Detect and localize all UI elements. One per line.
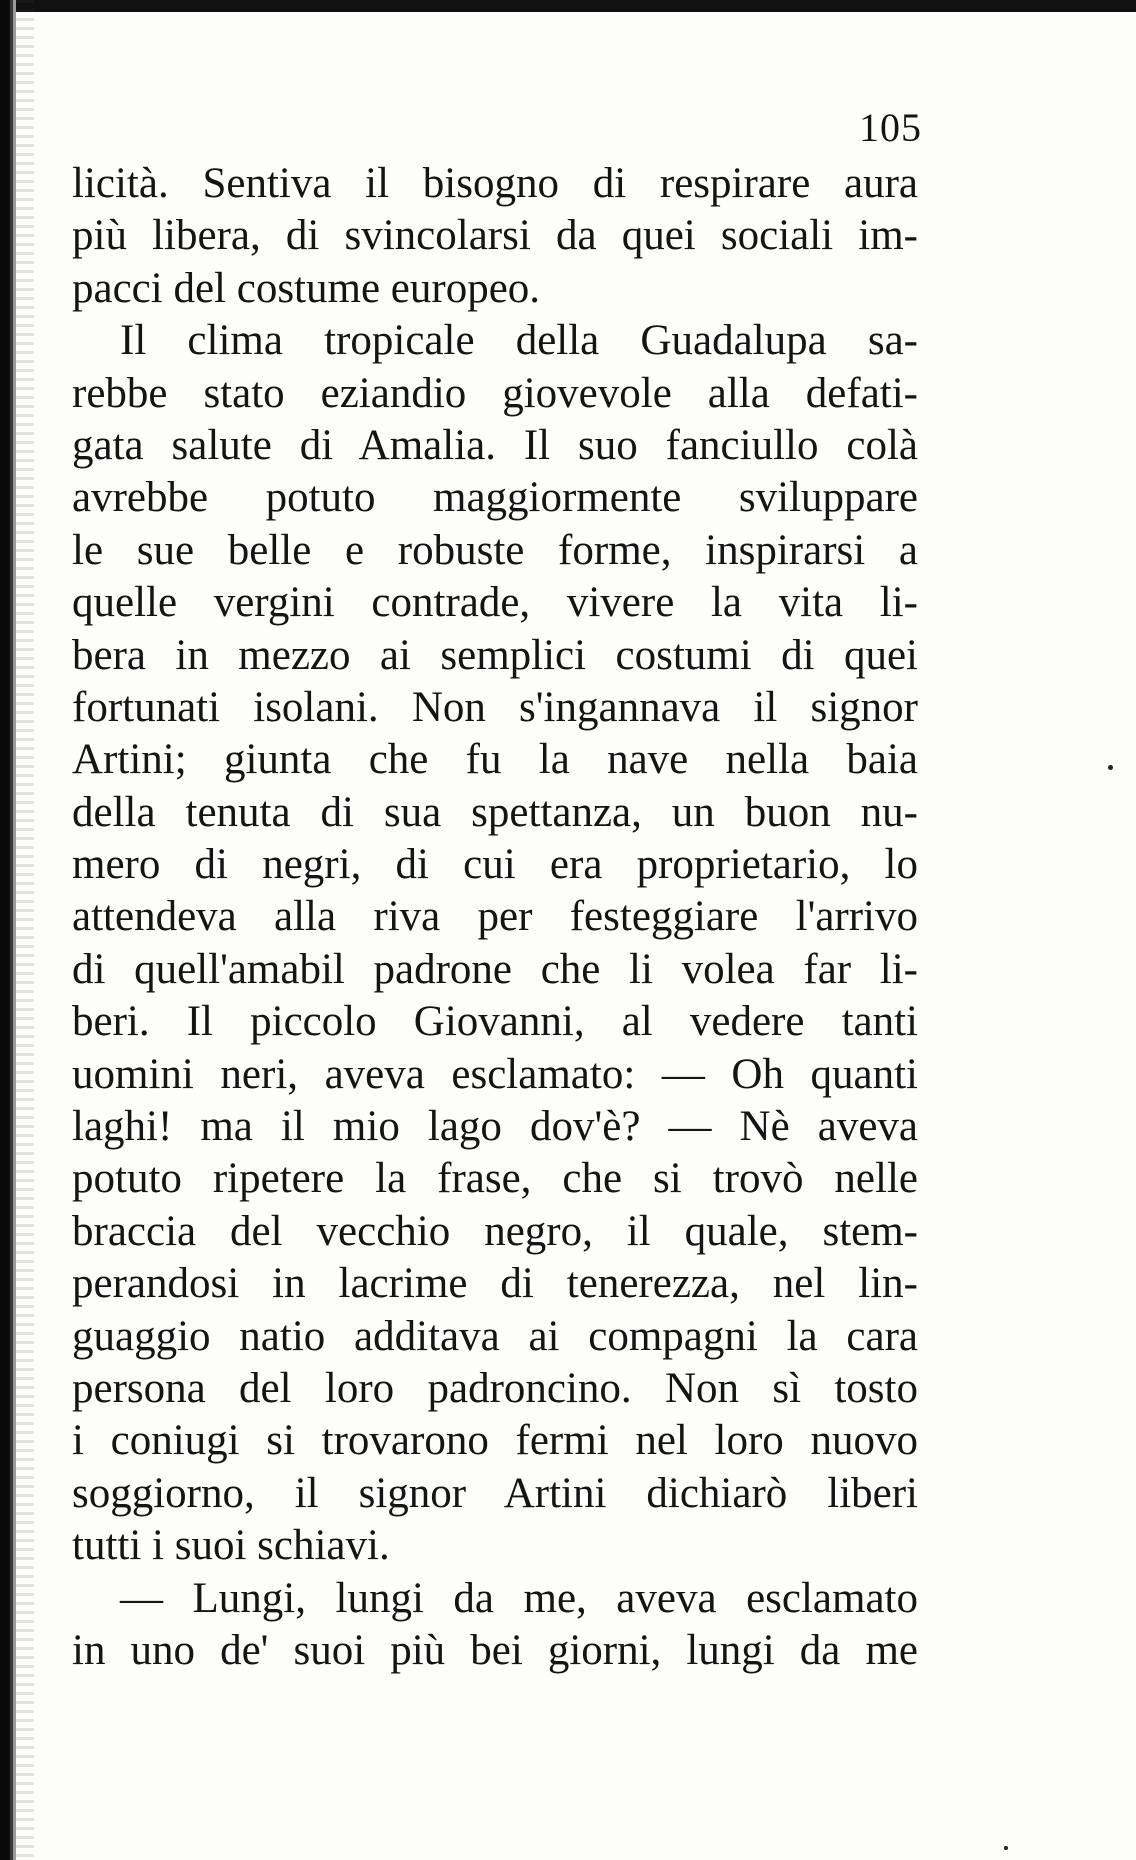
text-line: avrebbe potuto maggiormente sviluppare [72,474,918,522]
scan-speck [1108,765,1113,770]
text-line: Il clima tropicale della Guadalupa sa- [120,317,918,365]
text-line: quelle vergini contrade, vivere la vita li- [72,579,918,627]
text-line: persona del loro padroncino. Non sì tosto [72,1364,918,1412]
scan-top-edge [0,0,1136,12]
text-line: più libera, di svincolarsi da quei sociali im- [72,212,918,260]
text-line: braccia del vecchio negro, il quale, stem- [72,1207,918,1255]
text-line: laghi! ma il mio lago dov'è? — Nè aveva [72,1103,918,1151]
text-line: potuto ripetere la frase, che si trovò nelle [72,1155,918,1203]
text-line: beri. Il piccolo Giovanni, al vedere tanti [72,998,918,1046]
text-line: perandosi in lacrime di tenerezza, nel lin- [72,1260,918,1308]
text-line: uomini neri, aveva esclamato: — Oh quanti [72,1050,918,1098]
text-line: le sue belle e robuste forme, inspirarsi a [72,526,918,574]
text-line: di quell'amabil padrone che li volea far li- [72,945,918,993]
text-line: mero di negri, di cui era proprietario, lo [72,841,918,889]
text-line: guaggio natio additava ai compagni la cara [72,1312,918,1360]
text-line: licità. Sentiva il bisogno di respirare aura [72,160,918,207]
text-line: attendeva alla riva per festeggiare l'arrivo [72,893,918,941]
body-text [72,158,918,1677]
text-line: rebbe stato eziandio giovevole alla defati- [72,369,918,417]
scan-speck [1004,1846,1008,1850]
page-number: 105 [859,105,922,150]
text-line: della tenuta di sua spettanza, un buon nu- [72,788,918,836]
text-line: tutti i suoi schiavi. [72,1522,390,1570]
text-line: fortunati isolani. Non s'ingannava il signor [72,683,918,731]
text-line: gata salute di Amalia. Il suo fanciullo colà [72,421,918,469]
scan-binding-shadow [16,0,34,1860]
text-line: soggiorno, il signor Artini dichiarò liberi [72,1469,918,1517]
text-line: pacci del costume europeo. [72,264,541,312]
text-line: Artini; giunta che fu la nave nella baia [72,736,918,784]
text-line: — Lungi, lungi da me, aveva esclamato [120,1574,918,1622]
text-line: in uno de' suoi più bei giorni, lungi da me [72,1626,918,1674]
text-line: bera in mezzo ai semplici costumi di quei [72,631,918,679]
text-line: i coniugi si trovarono fermi nel loro nuovo [72,1417,918,1465]
scan-left-edge [0,0,16,1860]
